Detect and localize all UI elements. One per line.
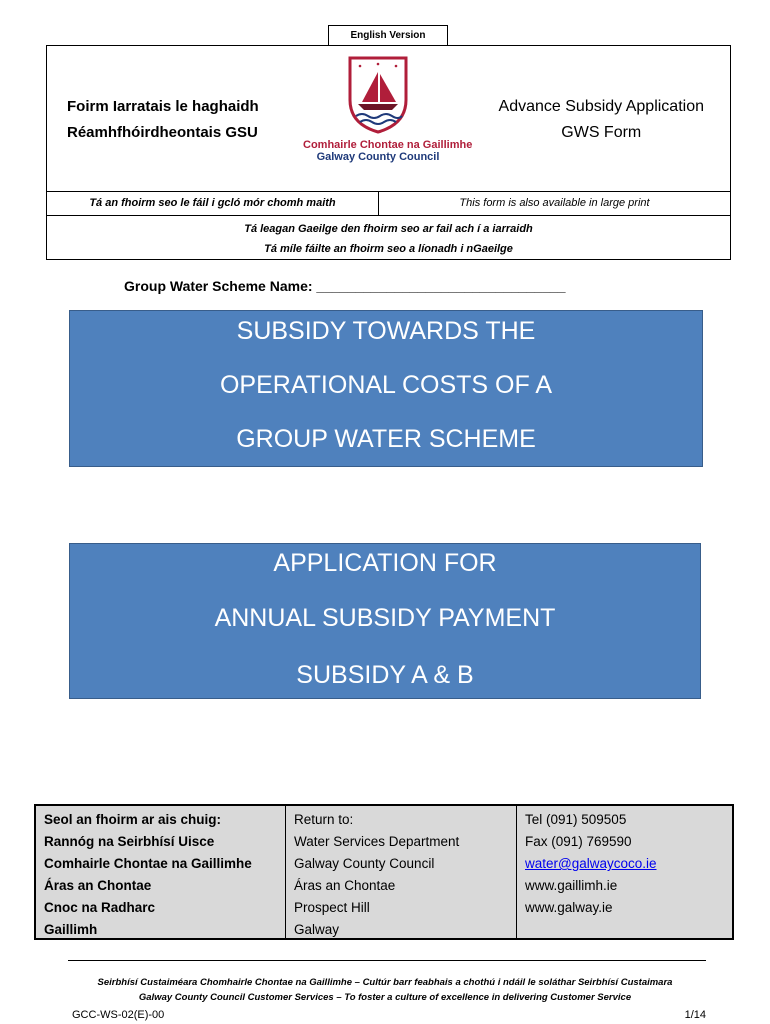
- irish-address-line: Cnoc na Radharc: [44, 900, 156, 915]
- irish-address-line: Seol an fhoirm ar ais chuig:: [44, 812, 222, 827]
- large-print-irish: Tá an fhoirm seo le fáil i gcló mór chomh maith: [47, 192, 379, 215]
- irish-version-line1: Tá leagan Gaeilge den fhoirm seo ar fail ach í a iarraidh: [244, 223, 533, 235]
- english-version-tab: English Version: [328, 25, 448, 46]
- large-print-english: This form is also available in large print: [459, 197, 650, 209]
- banner-line1: SUBSIDY TOWARDS THE: [236, 317, 536, 345]
- irish-address-line: Áras an Chontae: [44, 878, 152, 893]
- irish-title-line2: Réamhfhóirdheontais GSU: [67, 124, 258, 141]
- irish-address-column: [36, 806, 286, 938]
- english-title-line1: Advance Subsidy Application: [498, 98, 704, 115]
- english-address-line: Water Services Department: [294, 834, 460, 849]
- application-line3: SUBSIDY A & B: [296, 661, 474, 689]
- english-address-line: Galway: [294, 922, 340, 937]
- council-name-english: Galway County Council: [316, 151, 440, 163]
- subsidy-title-banner: [69, 310, 703, 467]
- irish-address-line: Rannóg na Seirbhísí Uisce: [44, 834, 215, 849]
- council-logo: [303, 54, 473, 169]
- irish-version-line2: Tá míle fáilte an fhoirm seo a líonadh i nGaeilge: [264, 243, 513, 255]
- application-line2: ANNUAL SUBSIDY PAYMENT: [214, 604, 556, 632]
- irish-title-line1: Foirm Iarratais le haghaidh: [67, 98, 259, 115]
- footer-irish-motto: Seirbhísí Custaiméara Chomhairle Chontae na Gaillimhe – Cultúr barr feabhais a chothú i ndáil le soláthar Seirbhísí Custaimara: [97, 977, 673, 988]
- email-link[interactable]: water@galwaycoco.ie: [525, 856, 657, 871]
- english-address-line: Galway County Council: [294, 856, 435, 871]
- banner-line2: OPERATIONAL COSTS OF A: [219, 371, 552, 399]
- banner-line3: GROUP WATER SCHEME: [236, 425, 536, 453]
- website-english[interactable]: www.galway.ie: [525, 900, 613, 915]
- irish-address-line: Comhairle Chontae na Gaillimhe: [44, 856, 252, 871]
- footer-divider: [68, 960, 706, 961]
- website-irish[interactable]: www.gaillimh.ie: [525, 878, 618, 893]
- page-number: 1/14: [684, 1009, 706, 1021]
- english-form-title: [499, 94, 704, 146]
- english-title-line2: GWS Form: [561, 124, 642, 141]
- footer-english-motto: Galway County Council Customer Services – To foster a culture of excellence in delivering Customer Service: [138, 992, 632, 1003]
- application-line1: APPLICATION FOR: [273, 549, 497, 577]
- irish-version-notice: [47, 216, 730, 260]
- irish-form-title: [67, 94, 259, 146]
- english-address-line: Return to:: [294, 812, 354, 827]
- form-header: [46, 45, 731, 260]
- council-crest-icon: [346, 54, 410, 134]
- irish-address-line: Gaillimh: [44, 922, 98, 937]
- scheme-name-field[interactable]: Group Water Scheme Name: ________________________________: [124, 278, 566, 294]
- council-name-irish: Comhairle Chontae na Gaillimhe: [303, 139, 473, 151]
- english-address-line: Prospect Hill: [294, 900, 370, 915]
- english-address-column: [286, 806, 517, 938]
- english-address-line: Áras an Chontae: [294, 878, 396, 893]
- large-print-row: [47, 191, 730, 216]
- application-title-banner: [69, 543, 701, 699]
- telephone-number: Tel (091) 509505: [525, 812, 627, 827]
- fax-number: Fax (091) 769590: [525, 834, 632, 849]
- contact-details-column: [517, 806, 732, 938]
- return-address-table: [34, 804, 734, 940]
- document-code: GCC-WS-02(E)-00: [72, 1009, 165, 1021]
